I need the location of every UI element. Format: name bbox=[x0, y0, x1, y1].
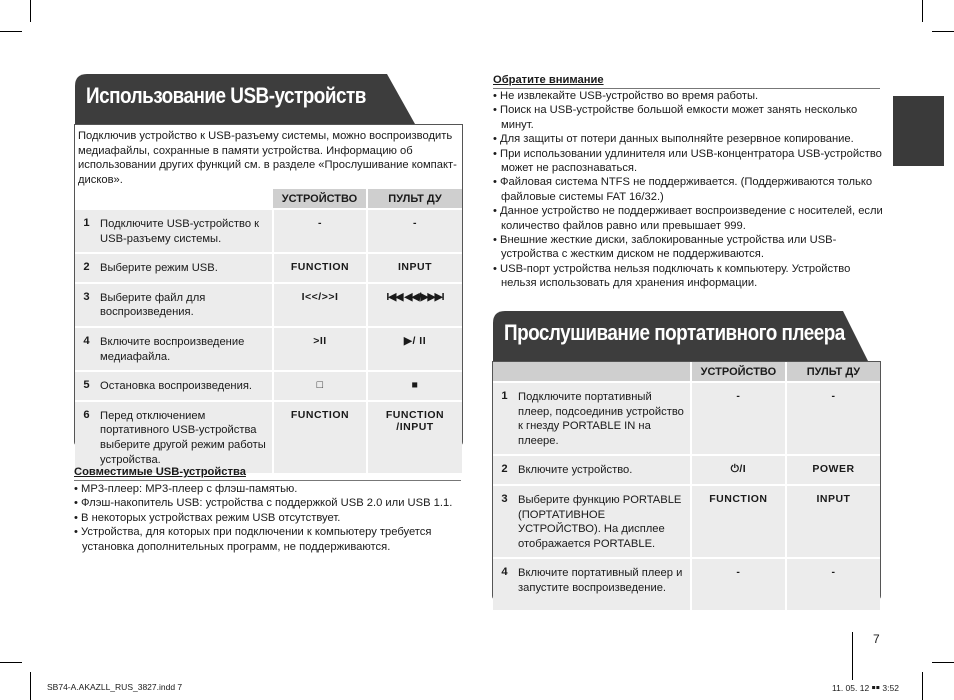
step-text: Остановка воспроизведения. bbox=[98, 371, 273, 401]
step-text: Подключите USB-устройство к USB-разъему системы. bbox=[98, 209, 273, 253]
compat-divider bbox=[74, 480, 461, 481]
step-remote-control: - bbox=[786, 382, 880, 455]
crop-mark bbox=[0, 31, 22, 32]
usb-section-title: Использование USB-устройств bbox=[86, 83, 366, 108]
portable-section-banner bbox=[493, 311, 868, 357]
table-row bbox=[75, 371, 462, 401]
list-item: • В некоторых устройствах режим USB отсутствует. bbox=[74, 511, 466, 525]
table-row bbox=[75, 209, 462, 253]
step-remote-control: - bbox=[786, 558, 880, 610]
list-item: • Поиск на USB-устройстве большой емкости может занять несколько минут. bbox=[493, 103, 885, 132]
table-header-blank bbox=[493, 362, 691, 382]
usb-steps-table bbox=[75, 189, 462, 473]
step-number: 2 bbox=[493, 455, 516, 485]
usb-section-banner bbox=[75, 74, 415, 120]
step-number: 6 bbox=[75, 401, 98, 473]
list-item: • Данное устройство не поддерживает воспроизведение с носителей, если количество файлов равно или превышает 999. bbox=[493, 204, 885, 233]
portable-section-title: Прослушивание портативного плеера bbox=[504, 320, 845, 345]
table-row bbox=[493, 455, 880, 485]
step-device-control: I<</>>I bbox=[273, 283, 367, 327]
list-item: • Устройства, для которых при подключении к компьютеру требуется установка дополнительных программ, не поддерживаются. bbox=[74, 525, 466, 554]
step-number: 2 bbox=[75, 253, 98, 283]
list-item: • Для защиты от потери данных выполняйте резервное копирование. bbox=[493, 132, 885, 146]
step-text: Включите портативный плеер и запустите воспроизведение. bbox=[516, 558, 691, 610]
footer-filename: SB74-A.AKAZLL_RUS_3827.indd 7 bbox=[47, 682, 183, 692]
step-text: Включите устройство. bbox=[516, 455, 691, 485]
crop-mark bbox=[932, 31, 954, 32]
crop-mark bbox=[852, 632, 853, 680]
footer-timestamp: 11. 05. 12 ￭￭ 3:52 bbox=[832, 683, 899, 693]
page-number: 7 bbox=[873, 632, 880, 646]
chapter-tab bbox=[893, 96, 944, 166]
compat-list bbox=[74, 482, 466, 554]
step-remote-control: I◀◀ ◀◀/▶▶▶I bbox=[367, 283, 462, 327]
crop-mark bbox=[0, 662, 22, 663]
step-device-control: - bbox=[273, 209, 367, 253]
list-item: • Флэш-накопитель USB: устройства с поддержкой USB 2.0 или USB 1.1. bbox=[74, 496, 466, 510]
table-row bbox=[493, 382, 880, 455]
col-remote-header: ПУЛЬТ ДУ bbox=[367, 189, 462, 209]
step-number: 4 bbox=[75, 327, 98, 371]
list-item: • USB-порт устройства нельзя подключать к компьютеру. Устройство нельзя использовать для хранения информации. bbox=[493, 262, 885, 291]
table-row bbox=[493, 485, 880, 558]
step-text: Перед отключением портативного USB-устройства выберите другой режим работы устройства. bbox=[98, 401, 273, 473]
step-text: Выберите режим USB. bbox=[98, 253, 273, 283]
table-row bbox=[75, 401, 462, 473]
step-number: 1 bbox=[75, 209, 98, 253]
crop-mark bbox=[30, 0, 31, 22]
step-text: Выберите файл для воспроизведения. bbox=[98, 283, 273, 327]
portable-section-box bbox=[492, 361, 881, 600]
step-remote-control: - bbox=[367, 209, 462, 253]
step-remote-control: INPUT bbox=[367, 253, 462, 283]
step-number: 3 bbox=[75, 283, 98, 327]
table-row bbox=[75, 283, 462, 327]
step-device-control: >II bbox=[273, 327, 367, 371]
step-text: Выберите функцию PORTABLE (ПОРТАТИВНОЕ УСТРОЙСТВО). На дисплее отображается PORTABLE. bbox=[516, 485, 691, 558]
step-remote-control: INPUT bbox=[786, 485, 880, 558]
list-item: • Не извлекайте USB-устройство во время работы. bbox=[493, 89, 885, 103]
step-device-control: - bbox=[691, 558, 786, 610]
list-item: • При использовании удлинителя или USB-концентратора USB-устройство может не распознаваться. bbox=[493, 147, 885, 176]
step-device-control: ⏻/I bbox=[691, 455, 786, 485]
list-item: • Файловая система NTFS не поддерживается. (Поддерживаются только файловые системы FAT 16/32.) bbox=[493, 175, 885, 204]
step-remote-control: ■ bbox=[367, 371, 462, 401]
portable-steps-table bbox=[493, 362, 880, 610]
list-item: • Внешние жесткие диски, заблокированные устройства или USB-устройства с жестким диском не поддерживаются. bbox=[493, 233, 885, 262]
col-device-header: УСТРОЙСТВО bbox=[691, 362, 786, 382]
col-device-header: УСТРОЙСТВО bbox=[273, 189, 367, 209]
step-remote-control: FUNCTION /INPUT bbox=[367, 401, 462, 473]
step-number: 3 bbox=[493, 485, 516, 558]
step-device-control: FUNCTION bbox=[273, 253, 367, 283]
notice-list bbox=[493, 89, 885, 291]
step-remote-control: ▶/ II bbox=[367, 327, 462, 371]
crop-mark bbox=[922, 672, 923, 700]
col-remote-header: ПУЛЬТ ДУ bbox=[786, 362, 880, 382]
crop-mark bbox=[932, 662, 954, 663]
step-text: Включите воспроизведение медиафайла. bbox=[98, 327, 273, 371]
notice-heading: Обратите внимание bbox=[493, 74, 604, 86]
table-row bbox=[75, 327, 462, 371]
usb-section-box bbox=[74, 124, 463, 466]
step-number: 5 bbox=[75, 371, 98, 401]
compat-heading: Совместимые USB-устройства bbox=[74, 466, 246, 478]
step-number: 4 bbox=[493, 558, 516, 610]
step-device-control: □ bbox=[273, 371, 367, 401]
table-row bbox=[75, 253, 462, 283]
crop-mark bbox=[922, 0, 923, 22]
usb-intro-text: Подключив устройство к USB-разъему системы, можно воспроизводить медиафайлы, сохранные в памяти устройства. Информацию об использовании других функций см. в разделе «Прослушивание компакт-дисков». bbox=[78, 130, 457, 186]
step-text: Подключите портативный плеер, подсоединив устройство к гнезду PORTABLE IN на плеере. bbox=[516, 382, 691, 455]
step-device-control: FUNCTION bbox=[273, 401, 367, 473]
crop-mark bbox=[30, 672, 31, 700]
step-number: 1 bbox=[493, 382, 516, 455]
step-remote-control: POWER bbox=[786, 455, 880, 485]
step-device-control: FUNCTION bbox=[691, 485, 786, 558]
list-item: • MP3-плеер: MP3-плеер с флэш-памятью. bbox=[74, 482, 466, 496]
table-row bbox=[493, 558, 880, 610]
table-header-blank bbox=[75, 189, 273, 209]
step-device-control: - bbox=[691, 382, 786, 455]
